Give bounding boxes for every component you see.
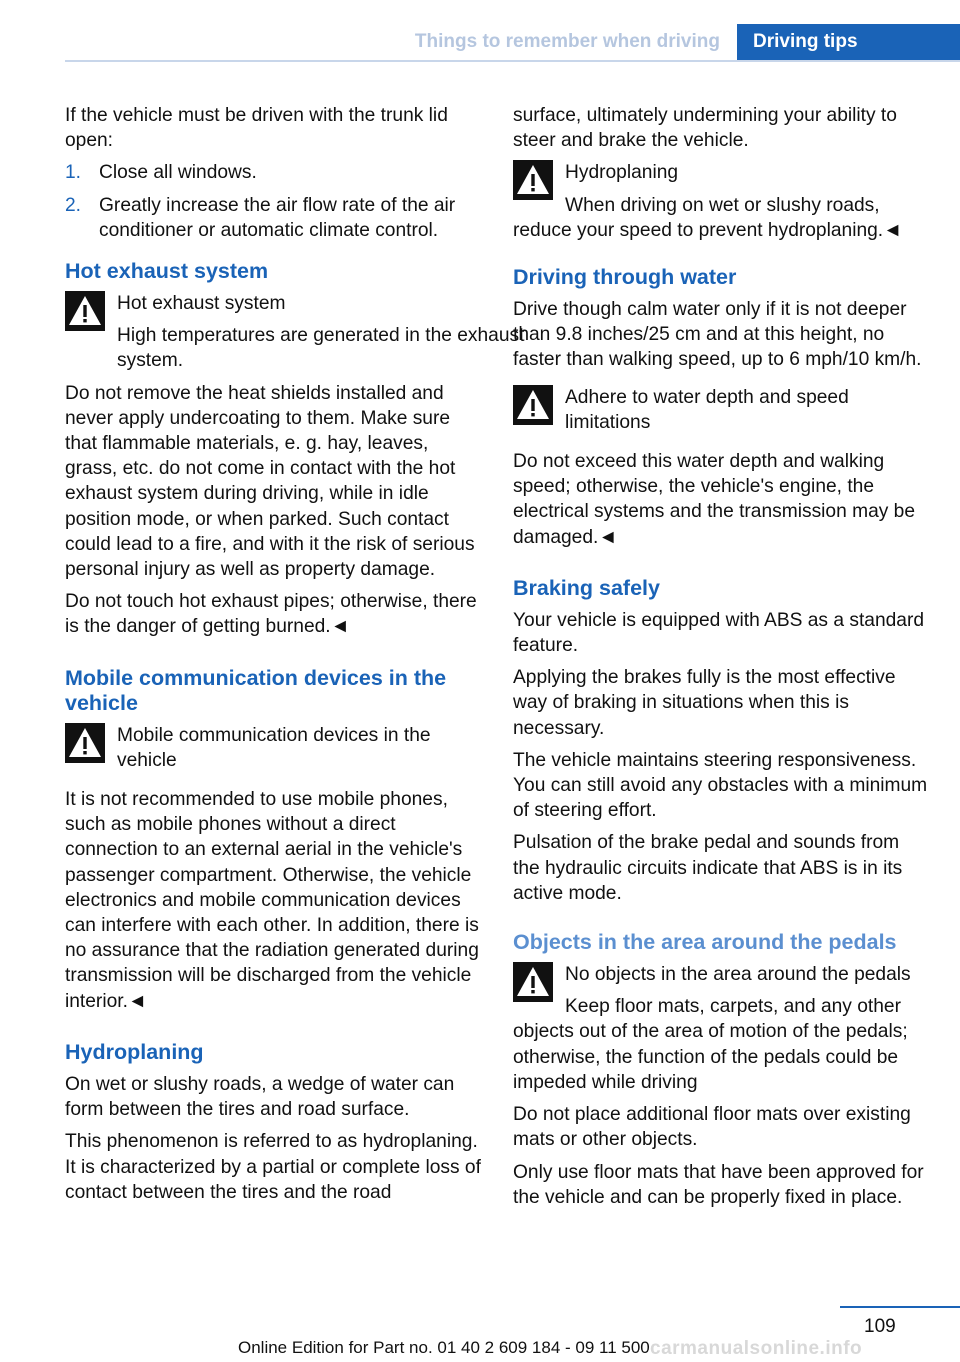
- trunk-intro: If the vehicle must be driven with the trunk lid open:: [65, 105, 448, 152]
- step-number: 1.: [65, 162, 82, 184]
- warning-hot-exhaust: [65, 291, 525, 374]
- header-chapter-tab[interactable]: Driving tips: [737, 24, 960, 61]
- warning-triangle-icon: [513, 385, 553, 425]
- paragraph: Applying the brakes fully is the most effective way of braking in situations when this is necessary.: [513, 667, 896, 739]
- heading-driving-through-water: Driving through water: [513, 265, 737, 290]
- list-item: [65, 193, 481, 243]
- paragraph: Your vehicle is equipped with ABS as a standard feature.: [513, 609, 925, 657]
- heading-hot-exhaust: Hot exhaust system: [65, 259, 269, 284]
- right-column: [513, 103, 929, 1217]
- warning-text: Keep floor mats, carpets, and any other objects out of the area of motion of the pedals; otherwise, the function of the pedals could be impeded while driving: [513, 996, 908, 1093]
- footer-rule: [840, 1306, 960, 1308]
- warning-triangle-icon: [65, 723, 105, 763]
- warning-water-depth: [513, 385, 929, 442]
- header-section-title: Things to remember when driving: [414, 31, 720, 52]
- warning-title: Mobile communication devices in the vehicle: [117, 724, 431, 771]
- warning-mobile-devices: [65, 723, 481, 780]
- warning-title: No objects in the area around the pedals: [565, 964, 911, 986]
- paragraph: Do not place additional floor mats over existing mats or other objects.: [513, 1104, 911, 1151]
- warning-text: High temperatures are generated in the exhaust system.: [117, 325, 525, 372]
- paragraph: Do not exceed this water depth and walking speed; otherwise, the vehicle's engine, the electrical systems and the transmission may be damaged.◄: [513, 451, 916, 548]
- warning-text: When driving on wet or slushy roads, reduce your speed to prevent hydroplaning.◄: [513, 194, 903, 241]
- paragraph: Only use floor mats that have been approved for the vehicle and can be properly fixed in place.: [513, 1161, 924, 1208]
- paragraph: It is not recommended to use mobile phones, such as mobile phones without a direct connection to an external aerial in the vehicle's passenger compartment. Otherwise, the vehicle electronics and mobile communication devices can interfere with each other. In addition, there is no assurance that the radiation generated during transmission will be discharged from the vehicle interior.◄: [65, 789, 479, 1012]
- step-text: Close all windows.: [99, 162, 257, 184]
- page-number: 109: [864, 1316, 896, 1337]
- paragraph: Do not remove the heat shields installed and never apply undercoating to them. Make sure that flammable materials, e. g. hay, leaves, grass, etc. do not come in contact with the hot exhaust system during driving, while in idle position mode, or when parked. Such contact could lead to a fire, and with it the risk of serious personal injury as well as property damage.: [65, 382, 475, 581]
- warning-title: Adhere to water depth and speed limitations: [565, 386, 849, 433]
- paragraph: Do not touch hot exhaust pipes; otherwise, there is the danger of getting burned.◄: [65, 591, 477, 638]
- heading-objects-pedals: Objects in the area around the pedals: [513, 930, 897, 955]
- paragraph: surface, ultimately undermining your ability to steer and brake the vehicle.: [513, 105, 897, 152]
- watermark: carmanualsonline.info: [650, 1338, 863, 1359]
- heading-braking-safely: Braking safely: [513, 575, 660, 600]
- paragraph: On wet or slushy roads, a wedge of water can form between the tires and road surface.: [65, 1073, 455, 1121]
- paragraph: This phenomenon is referred to as hydroplaning. It is characterized by a partial or complete loss of contact between the tires and the road: [65, 1131, 481, 1203]
- warning-title: Hot exhaust system: [117, 293, 286, 315]
- left-column: [65, 103, 525, 1212]
- list-item: [65, 160, 481, 185]
- warning-hydroplaning: [513, 160, 929, 243]
- header-rule: [65, 60, 960, 62]
- footer-edition: Online Edition for Part no. 01 40 2 609 184 - 09 11 500: [238, 1338, 650, 1357]
- step-number: 2.: [65, 194, 82, 216]
- step-text: Greatly increase the air flow rate of the air conditioner or automatic climate control.: [99, 194, 456, 241]
- heading-mobile-devices: Mobile communication devices in the vehicle: [65, 665, 447, 715]
- warning-triangle-icon: [65, 291, 105, 331]
- warning-pedals: [513, 962, 929, 1095]
- paragraph: The vehicle maintains steering responsiveness. You can still avoid any obstacles with a minimum of steering effort.: [513, 749, 928, 822]
- paragraph: Drive though calm water only if it is not deeper than 9.8 inches/25 cm and at this height, no faster than walking speed, up to 6 mph/10 km/h.: [513, 299, 922, 371]
- warning-title: Hydroplaning: [565, 162, 679, 184]
- steps-list: [65, 160, 481, 243]
- heading-hydroplaning: Hydroplaning: [65, 1039, 204, 1064]
- paragraph: Pulsation of the brake pedal and sounds from the hydraulic circuits indicate that ABS is in its active mode.: [513, 832, 903, 904]
